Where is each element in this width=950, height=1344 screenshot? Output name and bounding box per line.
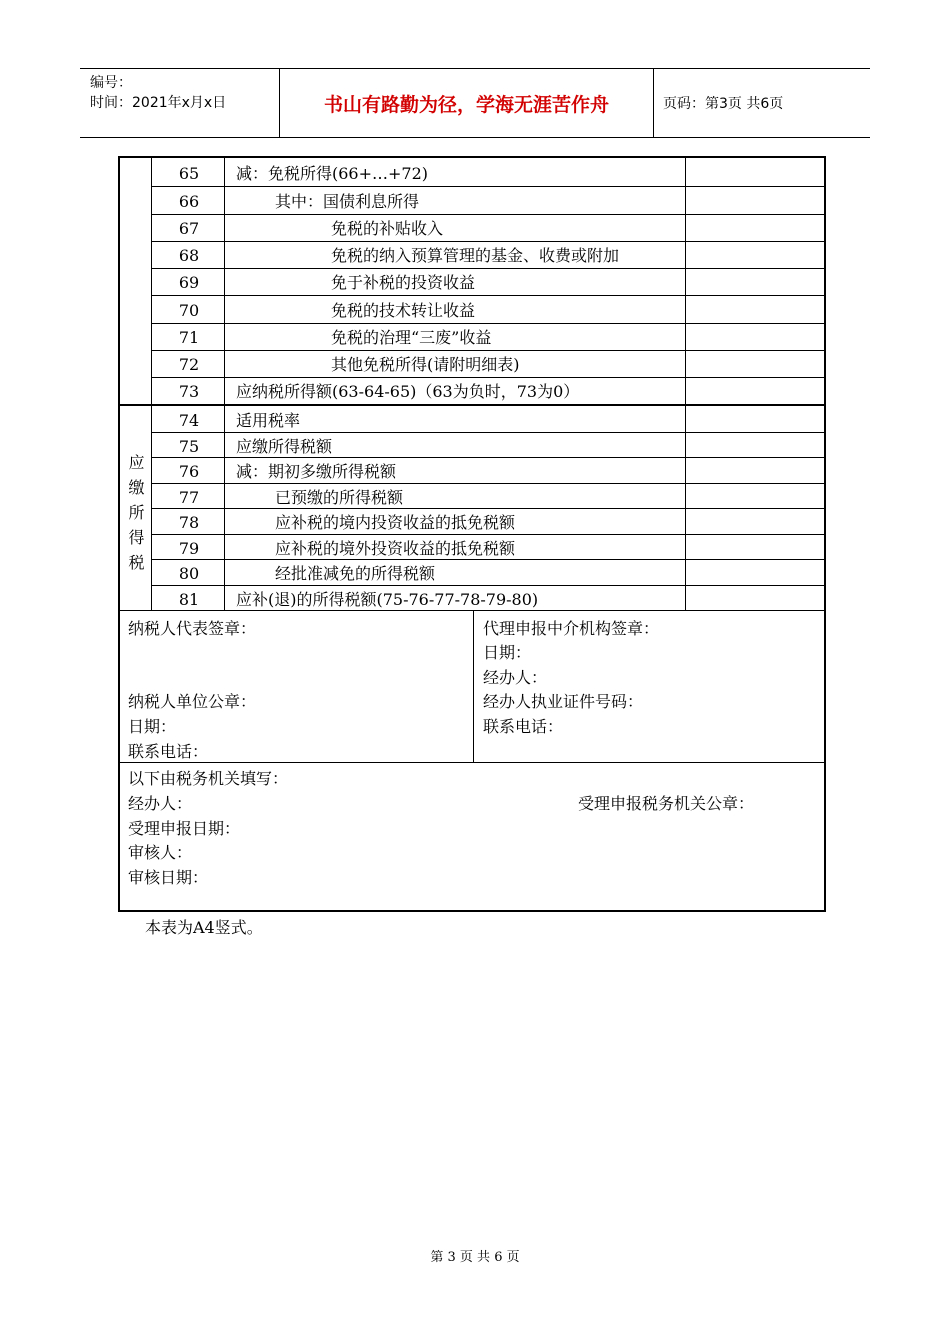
taxpayer-rep-sign: 纳税人代表签章：	[128, 619, 257, 638]
agent-date: 日期：	[483, 643, 532, 662]
tax-office-reviewer: 审核人：	[128, 843, 193, 862]
tax-form-table: 65 减：免税所得(66+…+72) 66 其中：国债利息所得 67 免税的补贴收入 68 免税的纳入预算管理的基金、收费或附加 69 免于补税的投资收益 70 免税的技术转让收益 71 免税的治理“三废”收益 72 其他免税所得(请附明细表) 73 应纳税所得额(63-64-65)（63为负时，73为0） 应 缴 所 得 税 74 适用税率 75 应缴所得税额 76 减：期初多缴所得税额 77 已预缴的所得税额 78 应补税的境内投资收益的抵免税额 79 应补税的境外投资收益的抵免税额 80 经批准减免的所得税额 81 应补(退)的所得税额(75-76-77-78-79-80) 纳税人代表签章： 纳税人单位公章： 日期： 联系电话： 代理申报中介机构签章： 日期： 经办人： 经办人执业证件号码： 联系电话： 以下由税务机关填写： 经办人： 受理申报税务机关公章： 受理申报日期： 审核人： 审核日期：	[118, 156, 826, 912]
header-motto: 书山有路勤为径，学海无涯苦作舟	[280, 69, 654, 137]
serial-label: 编号：	[90, 75, 132, 91]
page-footer: 第 3 页 共 6 页	[430, 1250, 520, 1265]
form-note: 本表为A4竖式。	[145, 918, 263, 937]
header-page-info: 页码：第3页 共6页	[663, 96, 784, 112]
taxpayer-date: 日期：	[128, 717, 177, 736]
taxpayer-unit-seal: 纳税人单位公章：	[128, 692, 257, 711]
agent-handler: 经办人：	[483, 668, 548, 687]
tax-office-seal: 受理申报税务机关公章：	[578, 794, 755, 813]
tax-office-intro: 以下由税务机关填写：	[128, 769, 289, 788]
tax-office-review-date: 审核日期：	[128, 868, 209, 887]
page-header	[80, 68, 870, 138]
agent-cert-no: 经办人执业证件号码：	[483, 692, 644, 711]
agent-phone: 联系电话：	[483, 717, 564, 736]
time-label: 时间：2021年x月x日	[90, 95, 227, 111]
taxpayer-phone: 联系电话：	[128, 742, 209, 761]
agent-seal: 代理申报中介机构签章：	[483, 619, 660, 638]
section-label-tax-payable: 应 缴 所 得 税	[128, 453, 145, 572]
header-meta	[80, 69, 280, 137]
tax-office-accept-date: 受理申报日期：	[128, 819, 241, 838]
tax-office-handler: 经办人：	[128, 794, 193, 813]
